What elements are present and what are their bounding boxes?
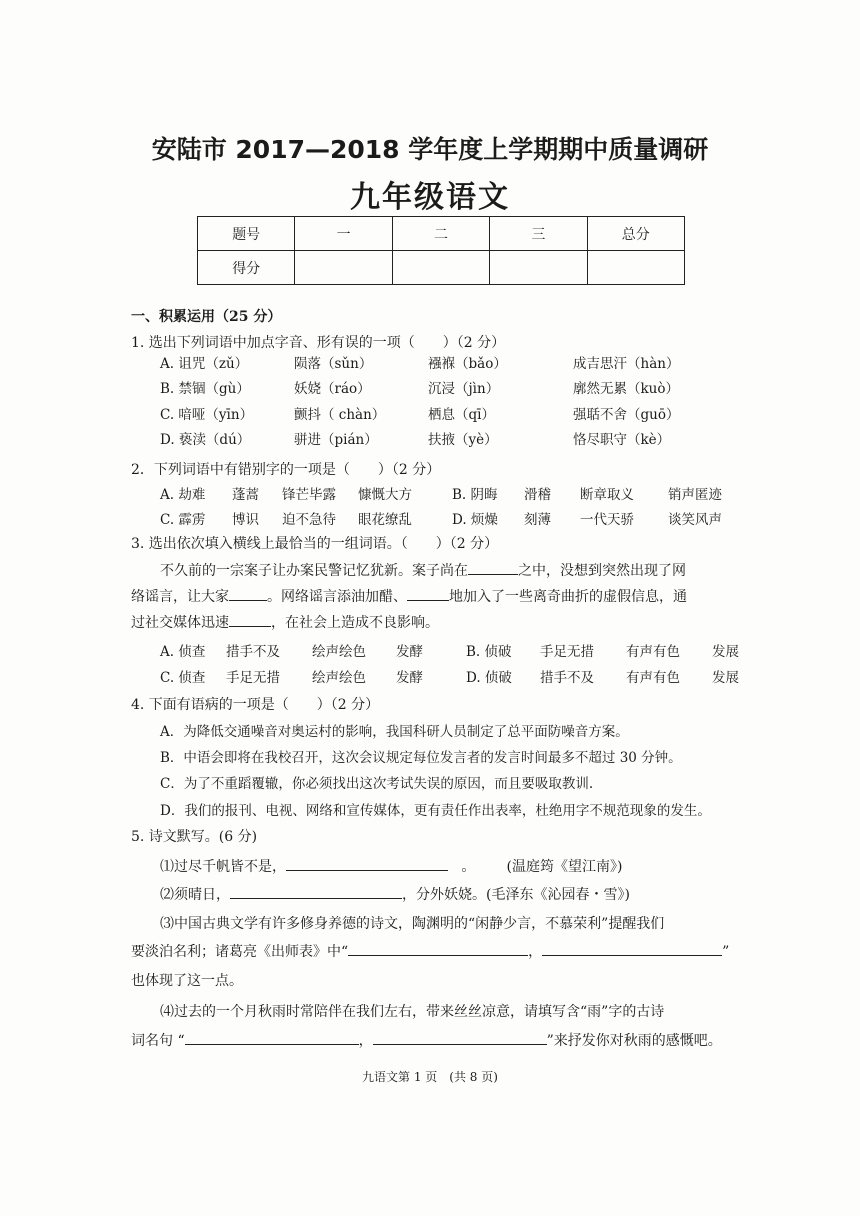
score-cell-1: 一 (295, 217, 392, 251)
score-input-1[interactable] (295, 251, 392, 285)
fill-blank[interactable] (468, 560, 518, 575)
q1-option: 廓然无累（kuò） (573, 381, 680, 397)
q3-option: 手足无措 (540, 644, 594, 660)
q1-option: 强聒不舍（guō） (573, 407, 680, 423)
q1-option: A. 诅咒（zǔ） (160, 356, 249, 372)
q2-option: 断章取义 (580, 487, 634, 503)
q1-option: 陨落（sǔn） (294, 356, 373, 372)
fill-blank[interactable] (373, 1030, 547, 1045)
q1-option: 恪尽职守（kè） (573, 432, 671, 448)
q5-item-4-line: 词名句 “ ， ”来抒发你对秋雨的感慨吧。 (131, 1030, 722, 1050)
exam-title: 安陆市 2017—2018 学年度上学期期中质量调研 (151, 135, 709, 164)
score-input-2[interactable] (392, 251, 489, 285)
q2-option: 谈笑风声 (668, 512, 722, 528)
q3-passage-line: 过社交媒体迅速 ，在社会上造成不良影响。 (131, 612, 439, 632)
q1-option: 成吉思汗（hàn） (573, 356, 680, 372)
fill-blank[interactable] (229, 612, 271, 627)
q1-option: 骈进（pián） (294, 432, 378, 448)
score-cell-total: 总分 (587, 217, 684, 251)
score-input-total[interactable] (587, 251, 684, 285)
q3-option: 绘声绘色 (312, 670, 366, 686)
fill-blank[interactable] (542, 941, 722, 956)
score-input-3[interactable] (490, 251, 587, 285)
q5-item-1: ⑴过尽千帆皆不是， 。 (温庭筠《望江南》) (160, 856, 622, 876)
q1-option: 栖息（qī） (428, 407, 495, 423)
q5-item-4-line: ⑷过去的一个月秋雨时常陪伴在我们左右，带来丝丝凉意，请填写含“雨”字的古诗 (160, 1004, 665, 1020)
q5-item-2: ⑵须晴日， ，分外妖娆。(毛泽东《沁园春・雪》) (160, 884, 630, 904)
q3-option: B. 侦破 (466, 644, 512, 660)
q3-option: 措手不及 (540, 670, 594, 686)
q3-option: 发酵 (396, 670, 423, 686)
q2-option: 博识 (232, 512, 259, 528)
q1-option: D. 亵渎（dú） (160, 432, 251, 448)
score-table (197, 216, 685, 285)
fill-blank[interactable] (407, 586, 449, 601)
q4-stem: 4. 下面有语病的一项是（ ）（2 分） (131, 697, 380, 713)
q5-item-3-line: 要淡泊名利；诸葛亮《出师表》中“ ， ” (131, 941, 729, 961)
page-footer: 九语文第 1 页 (共 8 页) (362, 1070, 498, 1084)
q3-option: 绘声绘色 (312, 644, 366, 660)
q3-option: 发酵 (396, 644, 423, 660)
q4-option: D．我们的报刊、电视、网络和宣传媒体，更有责任作出表率，杜绝用字不规范现象的发生。 (160, 803, 711, 819)
fill-blank[interactable] (348, 941, 528, 956)
q1-option: 襁褓（bǎo） (428, 356, 507, 372)
q3-option: 有声有色 (626, 644, 680, 660)
q3-option: C. 侦查 (160, 670, 206, 686)
q5-item-3-line: ⑶中国古典文学有许多修身养德的诗文，陶渊明的“闲静少言，不慕荣利”提醒我们 (160, 916, 665, 932)
score-row-label: 得分 (198, 251, 295, 285)
q5-item-3-line: 也体现了这一点。 (131, 973, 243, 989)
score-table-score-row (198, 251, 685, 285)
q1-option: B. 禁锢（gù） (160, 381, 250, 397)
q2-option: 蓬蒿 (232, 487, 259, 503)
q2-stem: 2．下列词语中有错别字的一项是（ ）（2 分） (131, 462, 441, 478)
q2-option: 迫不急待 (282, 512, 336, 528)
q2-option: 刻薄 (524, 512, 551, 528)
score-cell-2: 二 (392, 217, 489, 251)
q2-option: 眼花缭乱 (358, 512, 412, 528)
q5-stem: 5. 诗文默写。(6 分) (131, 829, 258, 845)
q1-option: C. 喑哑（yīn） (160, 407, 254, 423)
q3-option: 发展 (712, 644, 739, 660)
section-heading: 一、积累运用（25 分） (131, 309, 282, 325)
q2-option: 滑稽 (524, 487, 551, 503)
fill-blank[interactable] (185, 1030, 359, 1045)
q4-option: B．中语会即将在我校召开，这次会议规定每位发言者的发言时间最多不超过 30 分钟。 (160, 750, 682, 766)
score-table-header-row (198, 217, 685, 251)
q1-option: 妖娆（ráo） (294, 381, 371, 397)
q2-option: C. 霹雳 (160, 512, 206, 528)
q3-passage-line: 不久前的一宗案子让办案民警记忆犹新。案子尚在 之中，没想到突然出现了网 (160, 560, 686, 580)
q3-option: 措手不及 (226, 644, 280, 660)
score-cell-3: 三 (490, 217, 587, 251)
q2-option: D. 烦燥 (452, 512, 498, 528)
fill-blank[interactable] (230, 884, 402, 899)
exam-subject: 九年级语文 (350, 180, 510, 215)
q1-option: 沉浸（jìn） (428, 381, 500, 397)
q2-option: B. 阴晦 (452, 487, 498, 503)
q1-option: 扶掖（yè） (428, 432, 498, 448)
q2-option: 慷慨大方 (358, 487, 412, 503)
q4-option: C．为了不重蹈覆辙，你必须找出这次考试失误的原因，而且要吸取教训. (160, 776, 594, 792)
fill-blank[interactable] (229, 586, 267, 601)
q1-option: 颤抖（ chàn） (294, 407, 386, 423)
q2-option: A. 劫难 (160, 487, 206, 503)
q3-option: A. 侦查 (160, 644, 206, 660)
q3-stem: 3. 选出依次填入横线上最恰当的一组词语。（ ）（2 分） (131, 536, 499, 552)
q2-option: 销声匿迹 (668, 487, 722, 503)
q3-option: 手足无措 (226, 670, 280, 686)
q2-option: 锋芒毕露 (282, 487, 336, 503)
q3-option: 发展 (712, 670, 739, 686)
q3-option: D. 侦破 (466, 670, 512, 686)
score-cell-label: 题号 (198, 217, 295, 251)
q2-option: 一代天骄 (580, 512, 634, 528)
q3-option: 有声有色 (626, 670, 680, 686)
q3-passage-line: 络谣言，让大家 。网络谣言添油加醋、 地加入了一些离奇曲折的虚假信息，通 (131, 586, 687, 606)
q4-option: A．为降低交通噪音对奥运村的影响，我国科研人员制定了总平面防噪音方案。 (160, 724, 629, 740)
q1-stem: 1. 选出下列词语中加点字音、形有误的一项（ ）（2 分） (131, 335, 506, 351)
fill-blank[interactable] (286, 856, 448, 871)
